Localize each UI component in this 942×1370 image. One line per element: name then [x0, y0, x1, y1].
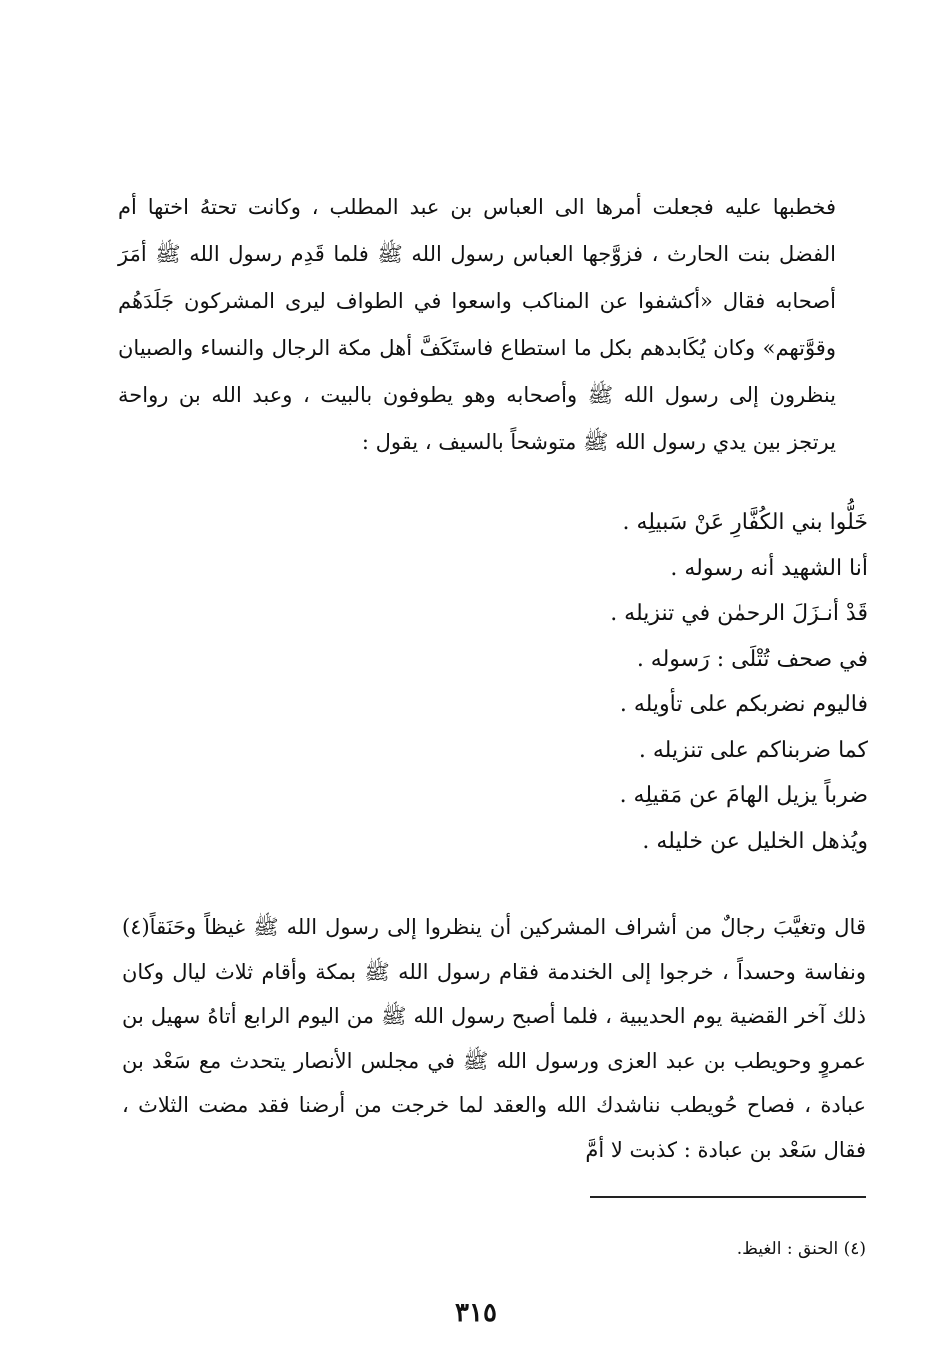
poem-verse: قَدْ أنـزَلَ الرحمٰن في تنزيله . [610, 601, 868, 626]
poem-verse: في صحف تُتْلَى : رَسوله . [636, 646, 868, 672]
footnote-divider [590, 1196, 866, 1198]
poem-verse: فاليوم نضربكم على تأويله . [619, 692, 868, 717]
body-paragraph: فخطبها عليه فجعلت أمرها الى العباس بن عبد المطلب ، وكانت تحتهُ اختها أم الفضل بنت الحارث ، فزوَّجها العباس رسول الله ﷺ فلما قَدِم رسول الله ﷺ أمَرَ أصحابه فقال «أكشفوا عن المناكب واسعوا في الطواف ليرى المشركون جَلَدَهُم وقوَّتهم» وكان يُكَابدهم بكل ما استطاع فاستَكَفَّ أهل مكة الرجال والنساء والصبيان ينظرون إلى رسول الله ﷺ وأصحابه وهو يطوفون بالبيت ، وعبد الله بن رواحة يرتجز بين يدي رسول الله ﷺ متوشحاً بالسيف ، يقول : [118, 195, 836, 454]
body-paragraph: قال وتغيَّبَ رجالٌ من أشراف المشركين أن ينظروا إلى رسول الله ﷺ غيظاً وحَنَقاً(٤) ونفاسة وحسداً ، خرجوا إلى الخندمة فقام رسول الله ﷺ بمكة وأقام ثلاث ليال وكان ذلك آخر القضية يوم الحديبية ، فلما أصبح رسول الله ﷺ من اليوم الرابع أتاهُ سهيل بن عمروٍ وحويطب بن عبد العزى ورسول الله ﷺ في مجلس الأنصار يتحدث مع سَعْد بن عبادة ، فصاح حُويطب نناشدك الله والعقد لما خرجت من أرضنا فقد مضت الثلاث ، فقال سَعْد بن عبادة : كذبت لا أمَّ [122, 915, 866, 1162]
poem-verses [300, 500, 868, 864]
poem-verse: ويُذهل الخليل عن خليله . [642, 828, 868, 854]
page-number: ٣١٥ [455, 1298, 497, 1328]
poem-verse: ضرباً يزيل الهامَ عن مَقيلِه . [619, 783, 868, 808]
poem-verse: أنا الشهيد أنه رسوله . [670, 555, 868, 581]
poem-verse: خَلُّوا بني الكُفَّارِ عَنْ سَبيلِه . [622, 510, 868, 535]
footnote: (٤) الحنق : الغيظ. [736, 1239, 866, 1259]
poem-verse: كما ضربناكم على تنزيله . [638, 737, 868, 763]
